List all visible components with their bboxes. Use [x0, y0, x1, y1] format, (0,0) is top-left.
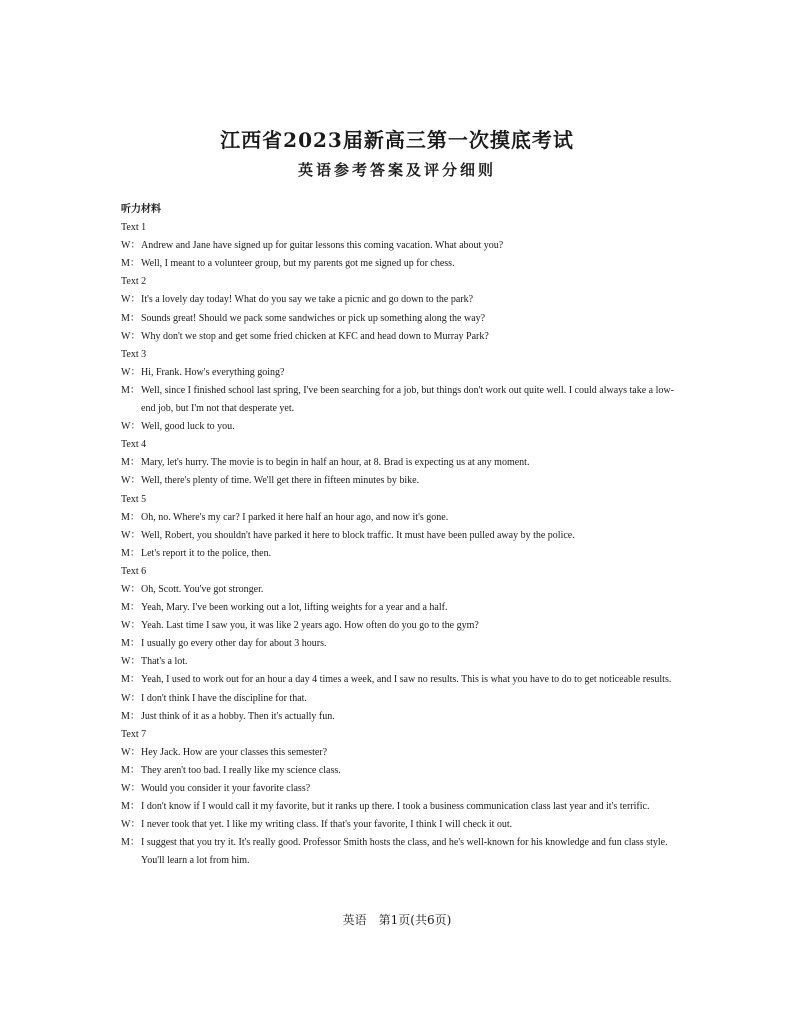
dialogue-line — [121, 653, 681, 671]
speaker-label: W： — [121, 746, 141, 758]
dialogue-line — [121, 581, 681, 599]
dialogue-line — [121, 599, 681, 617]
dialogue-line — [121, 291, 681, 309]
dialogue-text: Sounds great! Should we pack some sandwiches or pick up something along the way? — [141, 312, 486, 324]
dialogue-line — [121, 780, 681, 798]
speaker-label: M： — [121, 258, 140, 270]
speaker-label: W： — [121, 656, 141, 668]
speaker-label: W： — [121, 692, 141, 704]
dialogue-text: Oh, Scott. You've got stronger. — [141, 583, 264, 595]
dialogue-line — [121, 635, 681, 653]
dialogue-line — [121, 237, 681, 255]
text-label: Text 7 — [121, 728, 147, 740]
dialogue-line — [121, 671, 681, 689]
dialogue-text: Oh, no. Where's my car? I parked it here half an hour ago, and now it's gone. — [141, 511, 449, 523]
text-label: Text 1 — [121, 222, 147, 234]
section-heading: 听力材料 — [121, 204, 161, 215]
speaker-label: W： — [121, 366, 141, 378]
dialogue-text: Just think of it as a hobby. Then it's actually fun. — [141, 710, 335, 722]
dialogue-text: I don't think I have the discipline for that. — [141, 692, 307, 704]
dialogue-text: Yeah, Mary. I've been working out a lot, lifting weights for a year and a half. — [141, 602, 448, 614]
dialogue-line — [121, 418, 681, 436]
speaker-label: W： — [121, 421, 141, 433]
dialogue-text: I usually go every other day for about 3 hours. — [141, 638, 327, 650]
dialogue-text: Would you consider it your favorite class? — [141, 783, 311, 794]
dialogue-line — [121, 472, 681, 490]
dialogue-line — [121, 744, 681, 762]
dialogue-line — [121, 816, 681, 834]
dialogue-line — [121, 762, 681, 780]
dialogue-line — [121, 364, 681, 382]
dialogue-text: That's a lot. — [141, 656, 188, 668]
listening-transcript — [121, 201, 681, 870]
dialogue-text: Well, I meant to a volunteer group, but my parents got me signed up for chess. — [141, 258, 455, 270]
speaker-label: W： — [121, 529, 141, 541]
dialogue-line — [121, 617, 681, 635]
dialogue-text: I never took that yet. I like my writing class. If that's your favorite, I think I will check it out. — [141, 819, 513, 831]
dialogue-text: It's a lovely day today! What do you say we take a picnic and go down to the park? — [141, 294, 474, 306]
speaker-label: M： — [121, 710, 140, 722]
dialogue-line — [121, 454, 681, 472]
speaker-label: M： — [121, 674, 140, 686]
speaker-label: W： — [121, 620, 141, 632]
dialogue-line — [121, 328, 681, 346]
speaker-label: M： — [121, 602, 140, 614]
dialogue-text: Hey Jack. How are your classes this semester? — [141, 746, 328, 758]
document-title: 江西省2023届新高三第一次摸底考试 — [220, 128, 574, 152]
dialogue-line — [121, 310, 681, 328]
speaker-label: M： — [121, 547, 140, 559]
dialogue-line — [121, 708, 681, 726]
text-label: Text 3 — [121, 348, 147, 360]
speaker-label: M： — [121, 764, 140, 776]
dialogue-line — [121, 509, 681, 527]
text-label: Text 6 — [121, 565, 147, 577]
speaker-label: W： — [121, 475, 141, 487]
speaker-label: M： — [121, 511, 140, 523]
dialogue-text: They aren't too bad. I really like my science class. — [141, 764, 341, 776]
text-label: Text 5 — [121, 493, 147, 505]
dialogue-text: I suggest that you try it. It's really good. Professor Smith hosts the class, and he's well-known for his knowledge and fun class style. You'll learn a lot from him. — [141, 837, 668, 867]
dialogue-text: Let's report it to the police, then. — [141, 547, 272, 559]
dialogue-text: Mary, let's hurry. The movie is to begin in half an hour, at 8. Brad is expecting us at any moment. — [141, 457, 530, 469]
speaker-label: W： — [121, 330, 141, 342]
dialogue-line — [121, 255, 681, 273]
speaker-label: W： — [121, 583, 141, 595]
dialogue-text: Why don't we stop and get some fried chicken at KFC and head down to Murray Park? — [141, 330, 489, 342]
speaker-label: W： — [121, 819, 141, 831]
dialogue-line — [121, 545, 681, 563]
dialogue-text: Hi, Frank. How's everything going? — [141, 366, 285, 378]
speaker-label: M： — [121, 801, 140, 813]
speaker-label: M： — [121, 638, 140, 650]
dialogue-text: Andrew and Jane have signed up for guitar lessons this coming vacation. What about you? — [141, 240, 504, 252]
speaker-label: M： — [121, 457, 140, 469]
dialogue-line — [121, 798, 681, 816]
speaker-label: W： — [121, 294, 141, 306]
dialogue-line — [121, 834, 681, 870]
speaker-label: M： — [121, 384, 140, 396]
dialogue-text: I don't know if I would call it my favorite, but it ranks up there. I took a business communication class last year and it's terrific. — [141, 801, 650, 813]
text-label: Text 2 — [121, 276, 147, 288]
dialogue-text: Yeah. Last time I saw you, it was like 2 years ago. How often do you go to the gym? — [141, 620, 479, 632]
text-label: Text 4 — [121, 439, 147, 451]
dialogue-text: Well, there's plenty of time. We'll get there in fifteen minutes by bike. — [141, 475, 420, 487]
dialogue-text: Well, good luck to you. — [141, 421, 235, 433]
dialogue-line — [121, 690, 681, 708]
speaker-label: M： — [121, 837, 140, 849]
dialogue-text: Yeah, I used to work out for an hour a day 4 times a week, and I saw no results. This is what you have to do to get noticeable results. — [141, 674, 672, 686]
page-footer: 英语 第1页(共6页) — [342, 913, 452, 927]
speaker-label: W： — [121, 783, 141, 794]
dialogue-text: Well, Robert, you shouldn't have parked it here to block traffic. It must have been pulled away by the police. — [141, 529, 575, 541]
dialogue-text: Well, since I finished school last spring, I've been searching for a job, but things don't work out quite well. I could always take a low-end job, but I'm not that desperate yet. — [141, 384, 674, 415]
speaker-label: W： — [121, 240, 141, 252]
dialogue-line — [121, 382, 681, 418]
dialogue-line — [121, 527, 681, 545]
speaker-label: M： — [121, 312, 140, 324]
document-subtitle: 英语参考答案及评分细则 — [297, 161, 496, 179]
